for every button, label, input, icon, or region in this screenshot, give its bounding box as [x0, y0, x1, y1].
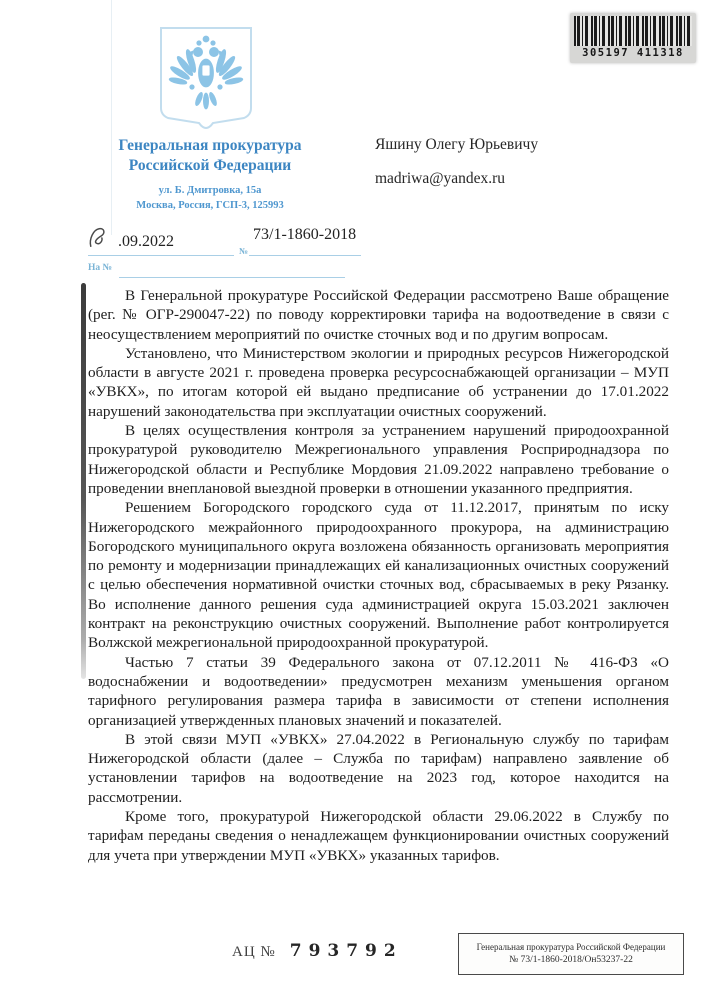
org-address [86, 183, 334, 213]
scan-edge-artifact [81, 283, 86, 679]
body-paragraph: Установлено, что Министерством экологии и природных ресурсов Нижегородской области в августе 2021 г. проведена проверка ресурсоснабжающей организации – МУП «УВКХ», по итогам которой ей выдано предписание об устранении до 17.01.2022 нарушений законодательства при эксплуатации очистных сооружений. [88, 344, 669, 420]
registration-stamp [458, 933, 684, 975]
body-paragraph: В Генеральной прокуратуре Российской Федерации рассмотрено Ваше обращение (рег. № ОГР-290047-22) по поводу корректировки тарифа на водоотведение в связи с неосуществлением мероприятий по очистке сточных вод и по другим вопросам. [88, 287, 669, 343]
org-title [86, 136, 334, 177]
number-underline [249, 255, 361, 256]
stamp-org-name: Генеральная прокуратура Российской Федерации [476, 941, 666, 952]
body-paragraph: В этой связи МУП «УВКХ» 27.04.2022 в Региональную службу по тарифам Нижегородской области (далее – Служба по тарифам) направлено заявление об установлении тарифов на водоотведение на 2023 год, которое находится на рассмотрении. [88, 730, 669, 806]
ref-number-underline [119, 277, 345, 278]
body-paragraph: В целях осуществления контроля за устранением нарушений природоохранной прокуратурой руководителю Межрегионального управления Росприроднадзора по Нижегородской области и Республике Мордовия 21.09.2022 направлено требование о проведении внеплановой выездной проверки в отношении указанного предприятия. [88, 422, 669, 497]
body-paragraph: Частью 7 статьи 39 Федерального закона от 07.12.2011 № 416-ФЗ «О водоснабжении и водоотведении» предусмотрен механизм уменьшения органом тарифного регулирования размера тарифа в зависимости от степени исполнения организацией утвержденных плановых значений и показателей. [88, 653, 669, 729]
letter-body [88, 286, 669, 865]
org-title-line2: Российской Федерации [128, 157, 292, 175]
org-title-line1: Генеральная прокуратура [118, 137, 302, 154]
date-underline [88, 255, 234, 256]
barcode [570, 13, 696, 63]
org-address-line1: ул. Б. Дмитровка, 15а [158, 185, 262, 196]
ref-number-label: На № [88, 263, 113, 273]
date-value: .09.2022 [118, 233, 174, 250]
registration-number-line [232, 941, 403, 961]
handwritten-mark-icon [88, 237, 116, 254]
ac-label: АЦ № [232, 944, 276, 960]
recipient-name: Яшину Олегу Юрьевичу [375, 136, 539, 153]
barcode-bars-icon [574, 16, 692, 46]
stamp-ref-number: № 73/1-1860-2018/Он53237-22 [509, 955, 633, 966]
recipient-email: madriwa@yandex.ru [375, 170, 506, 187]
coat-of-arms-icon [150, 24, 262, 143]
date-line [88, 226, 174, 255]
number-label: № [239, 246, 249, 256]
org-address-line2: Москва, Россия, ГСП-3, 125993 [136, 200, 284, 212]
ac-number: 793792 [289, 941, 403, 961]
number-value: 73/1-1860-2018 [253, 226, 357, 243]
body-paragraph: Решением Богородского городского суда от 11.12.2017, принятым по иску Нижегородского межрайонного природоохранного прокурора, на администрацию Богородского муниципального округа возложена обязанность организовать мероприятия по ремонту и модернизации принадлежащих ей канализационных очистных сооружений с целью обеспечения нормативной очистки сточных вод, сбрасываемых в реку Рязанку. Во исполнение данного решения суда администрацией округа 15.03.2021 заключен контракт на реконструкцию очистных сооружений. Выполнение работ контролируется Волжской межрегиональной природоохранной прокуратурой. [88, 499, 669, 652]
barcode-digits: 305197 411318 [582, 47, 684, 59]
body-paragraph: Кроме того, прокуратурой Нижегородской области 29.06.2022 в Службу по тарифам переданы сведения о ненадлежащем функционировании очистных сооружений для учета при утверждении МУП «УВКХ» указанных тарифов. [88, 808, 669, 864]
